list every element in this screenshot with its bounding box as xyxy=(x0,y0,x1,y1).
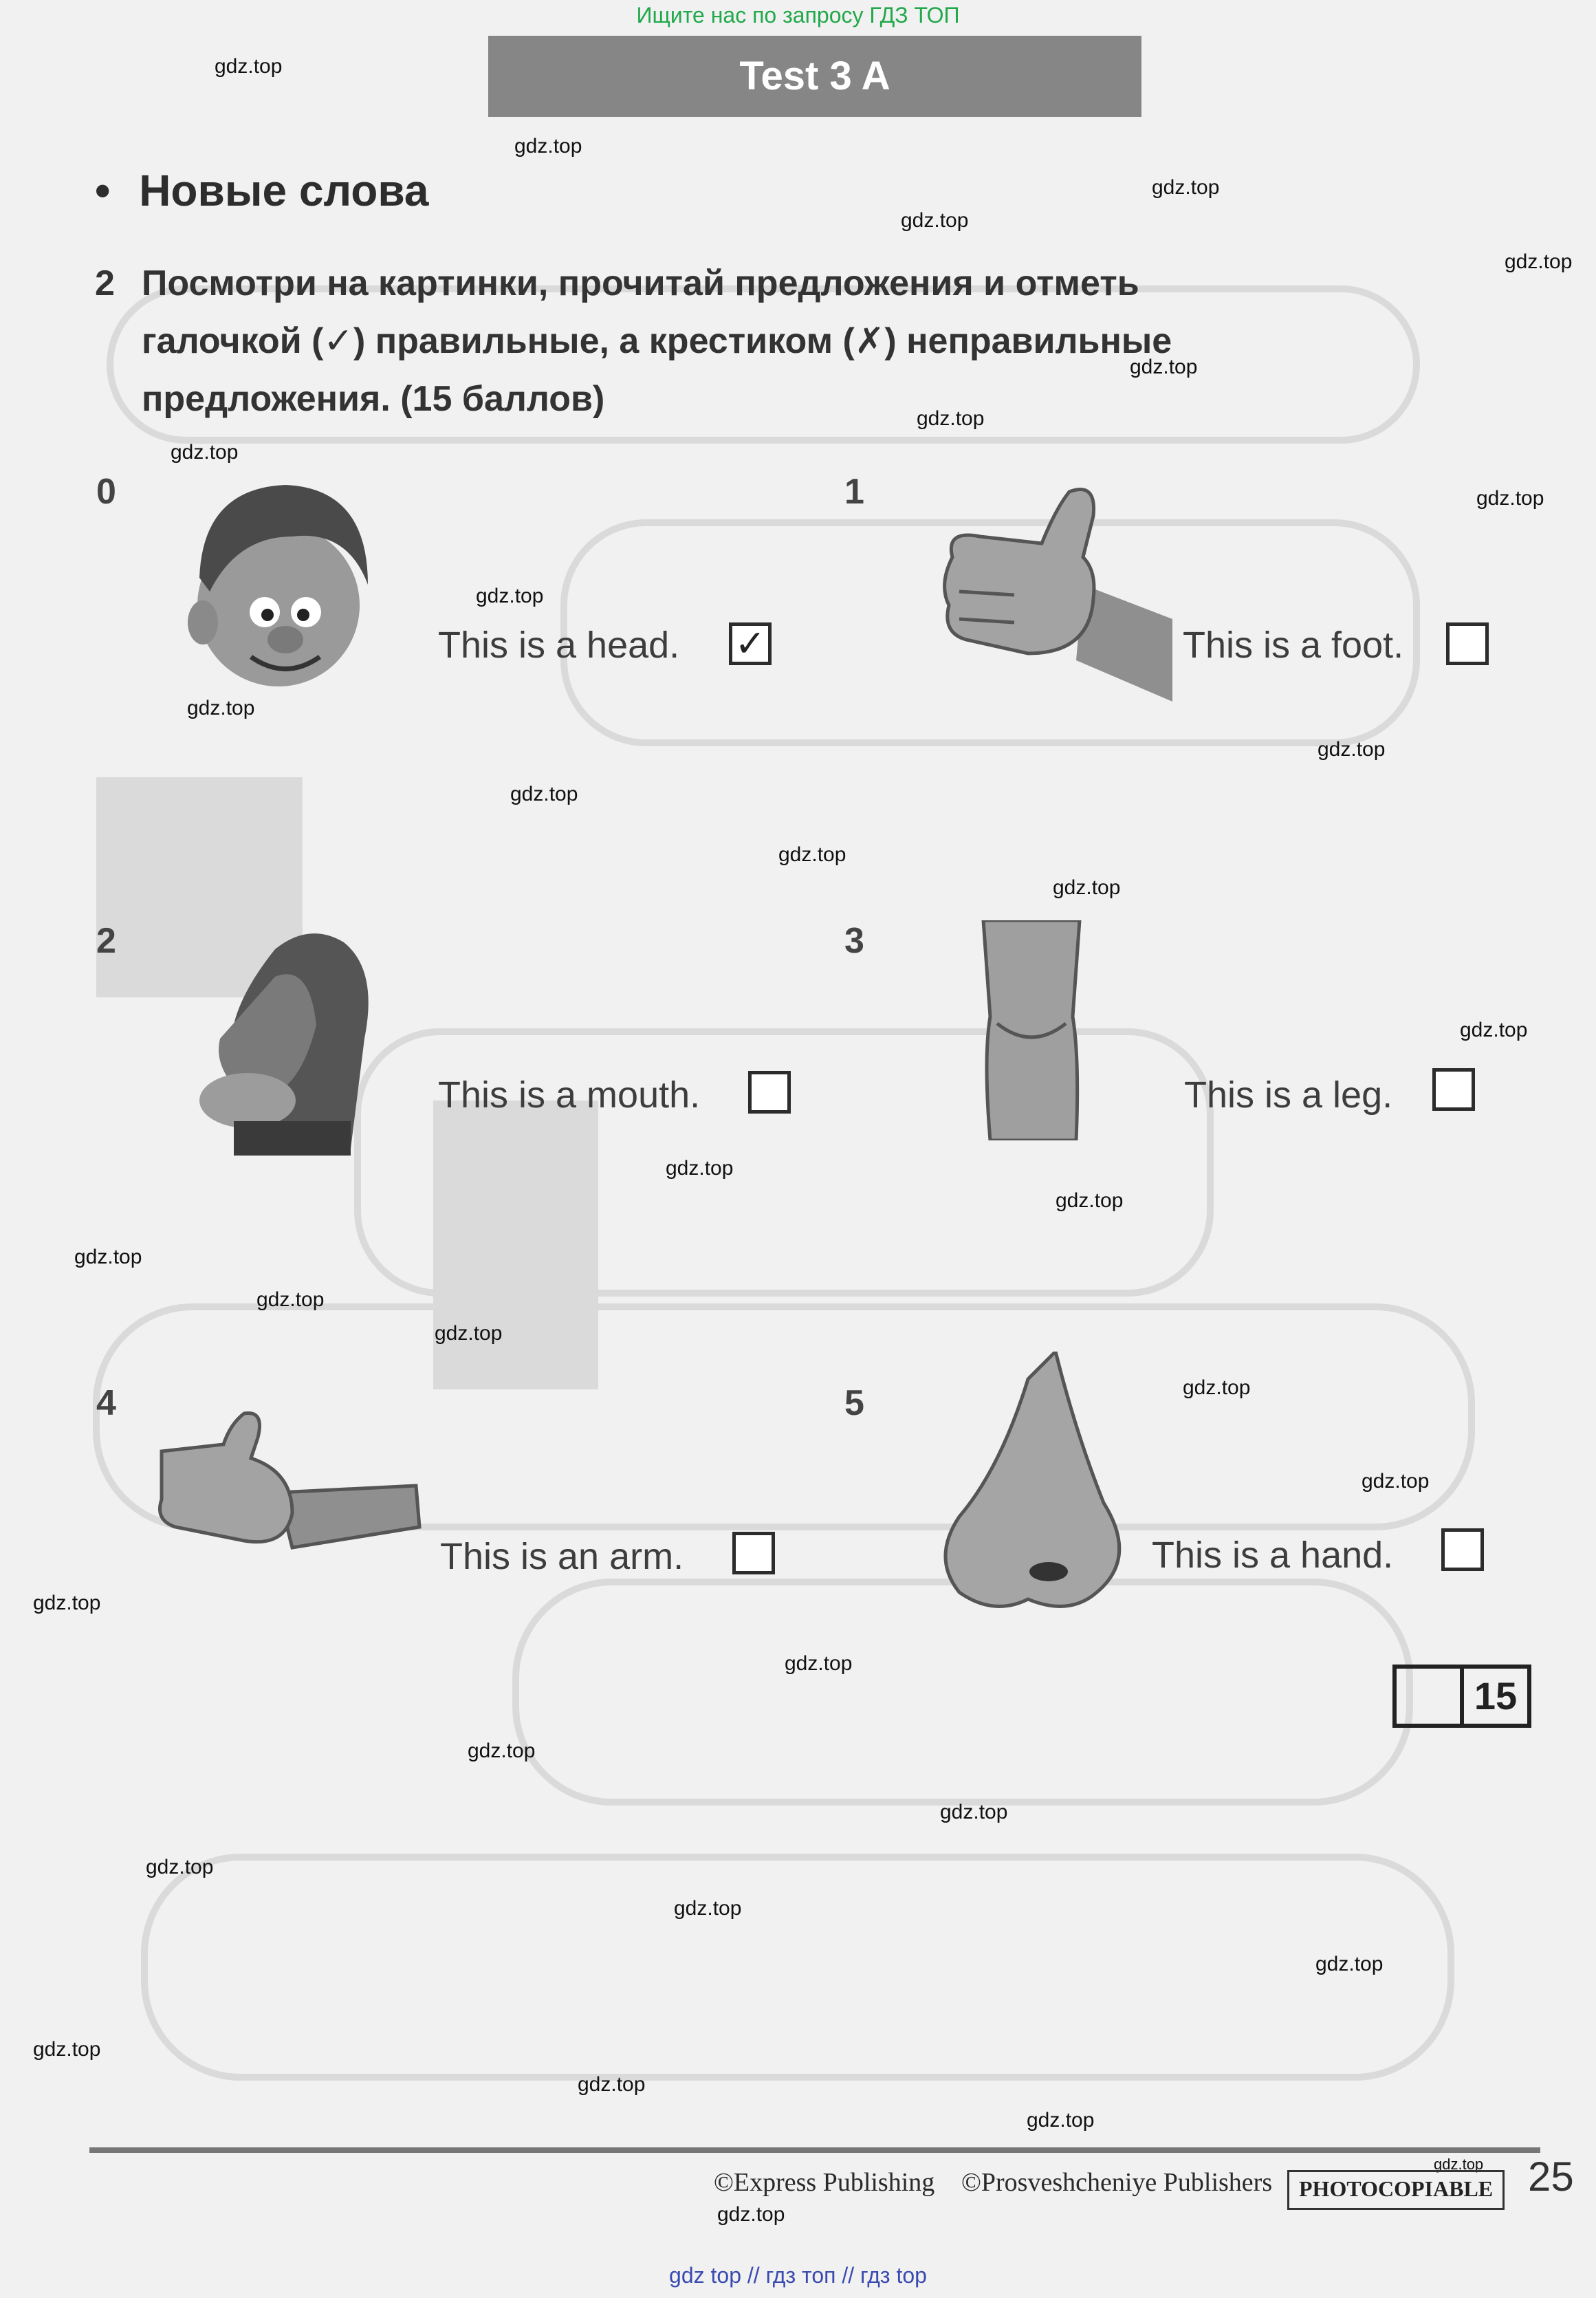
watermark: gdz.top xyxy=(33,2038,101,2061)
item-0-sentence: This is a head. xyxy=(438,625,680,666)
score-box xyxy=(1392,1665,1531,1728)
watermark: gdz.top xyxy=(1053,876,1121,899)
watermark: gdz.top xyxy=(674,1897,742,1920)
item-4-sentence: This is an arm. xyxy=(440,1536,684,1577)
watermark: gdz.top xyxy=(1476,487,1544,510)
watermark: gdz.top xyxy=(901,209,969,232)
watermark: gdz.top xyxy=(33,1592,101,1614)
item-4-number: 4 xyxy=(96,1383,116,1423)
section-heading xyxy=(95,165,428,216)
item-3-checkbox[interactable] xyxy=(1432,1068,1475,1111)
nose-picture xyxy=(939,1352,1131,1616)
arm-picture xyxy=(155,1410,423,1554)
item-5-number: 5 xyxy=(844,1383,864,1423)
publisher-prosveshcheniye: ©Prosveshcheniye Publishers xyxy=(961,2168,1273,2197)
test-title: Test 3 A xyxy=(488,36,1141,117)
hand-picture xyxy=(939,481,1176,708)
top-banner[interactable]: Ищите нас по запросу ГДЗ ТОП xyxy=(636,3,960,28)
watermark: gdz.top xyxy=(778,843,846,866)
back-of-head-picture xyxy=(193,922,378,1156)
watermark: gdz.top xyxy=(1183,1376,1251,1399)
watermark: gdz.top xyxy=(1027,2109,1095,2132)
watermark: gdz.top xyxy=(578,2073,646,2096)
item-1-checkbox[interactable] xyxy=(1446,622,1489,665)
watermark: gdz.top xyxy=(1434,2156,1484,2173)
item-5-sentence: This is a hand. xyxy=(1152,1535,1394,1576)
watermark: gdz.top xyxy=(1152,176,1220,199)
watermark: gdz.top xyxy=(74,1246,142,1268)
watermark: gdz.top xyxy=(1318,738,1386,761)
item-1-sentence: This is a foot. xyxy=(1183,625,1404,666)
watermark: gdz.top xyxy=(940,1801,1008,1823)
watermark: gdz.top xyxy=(917,407,985,430)
knee-picture xyxy=(976,920,1086,1140)
item-3-number: 3 xyxy=(844,921,864,961)
score-blank[interactable] xyxy=(1397,1669,1464,1724)
item-0-number: 0 xyxy=(96,472,116,512)
footer-divider xyxy=(89,2147,1540,2153)
watermark: gdz.top xyxy=(171,441,239,464)
item-2-sentence: This is a mouth. xyxy=(438,1074,701,1116)
item-5-checkbox[interactable] xyxy=(1441,1528,1484,1571)
watermark: gdz.top xyxy=(1460,1019,1528,1041)
item-1-number: 1 xyxy=(844,472,864,512)
photocopiable-label: PHOTOCOPIABLE xyxy=(1287,2170,1505,2210)
watermark: gdz.top xyxy=(1130,356,1198,378)
watermark: gdz.top xyxy=(514,135,582,158)
task-instruction-line-1: Посмотри на картинки, прочитай предложения и отметь xyxy=(142,263,1139,303)
watermark: gdz.top xyxy=(146,1856,214,1878)
watermark: gdz.top xyxy=(215,55,283,78)
watermark: gdz.top xyxy=(435,1322,503,1345)
item-4-checkbox[interactable] xyxy=(732,1532,775,1574)
item-2-number: 2 xyxy=(96,921,116,961)
item-2-checkbox[interactable] xyxy=(748,1071,791,1114)
bullet: • xyxy=(95,166,111,215)
bottom-links[interactable]: gdz top // гдз топ // гдз top xyxy=(669,2263,927,2288)
watermark: gdz.top xyxy=(1362,1470,1430,1493)
watermark: gdz.top xyxy=(468,1739,536,1762)
publisher-express: ©Express Publishing xyxy=(714,2168,935,2197)
task-instruction-line-3: предложения. (15 баллов) xyxy=(142,379,605,419)
watermark: gdz.top xyxy=(187,697,255,719)
watermark: gdz.top xyxy=(1056,1189,1124,1212)
watermark: gdz.top xyxy=(1315,1953,1384,1975)
watermark: gdz.top xyxy=(256,1288,325,1311)
item-0-checkbox[interactable]: ✓ xyxy=(729,622,772,665)
item-3-sentence: This is a leg. xyxy=(1184,1074,1393,1116)
boy-head-picture xyxy=(182,475,378,695)
score-total: 15 xyxy=(1474,1674,1518,1717)
page-number: 25 xyxy=(1528,2154,1574,2200)
task-number: 2 xyxy=(95,263,115,303)
watermark: gdz.top xyxy=(1505,250,1573,273)
watermark: gdz.top xyxy=(476,585,544,607)
watermark: gdz.top xyxy=(510,783,578,805)
watermark: gdz.top xyxy=(666,1157,734,1180)
watermark: gdz.top xyxy=(717,2203,785,2226)
watermark: gdz.top xyxy=(785,1652,853,1675)
task-instruction-line-2: галочкой (✓) правильные, а крестиком (✗) неправильные xyxy=(142,321,1172,361)
section-heading-text: Новые слова xyxy=(139,166,429,215)
